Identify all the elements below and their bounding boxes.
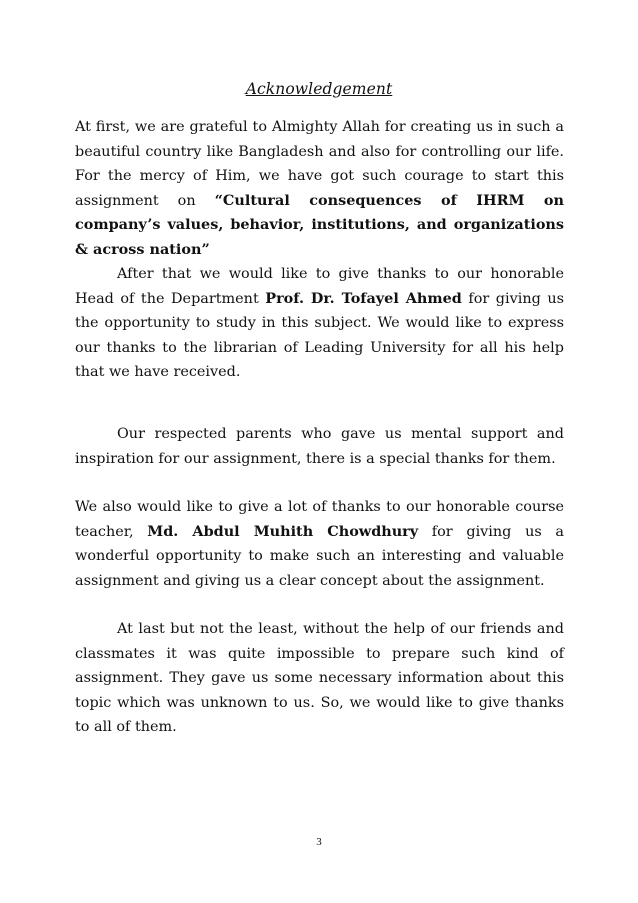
paragraph-department-text-after: for giving us the opportunity to study in this subject. We would like to express our thanks to the librarian of Leading University for all his help that we have received. [75,290,564,380]
department-head-name: Prof. Dr. Tofayel Ahmed [265,289,462,307]
paragraph-teacher [75,495,564,593]
paragraph-teacher-text-before: We also would like to give a lot of thanks to our honorable course teacher, [75,499,564,540]
paragraph-friends: At last but not the least, without the help of our friends and classmates it was quite impossible to prepare such kind of assignment. They gave us some necessary information about this topic which was unknown to us. So, we would like to give thanks to all of them. [75,621,564,735]
assignment-title: “Cultural consequences of IHRM on company’s values, behavior, institutions, and organizations & across nation” [75,191,564,258]
paragraph-department [75,262,564,385]
page-title: Acknowledgement [245,80,393,98]
paragraph-teacher-text-after: for giving us a wonderful opportunity to make such an interesting and valuable assignment and giving us a clear concept about the assignment. [75,523,564,589]
paragraph-department-text-before: After that we would like to give thanks to our honorable Head of the Department [75,266,564,307]
page-number: 3 [316,836,322,848]
paragraph-intro-text: At first, we are grateful to Almighty Allah for creating us in such a beautiful country like Bangladesh and also for controlling our life. For the mercy of Him, we have got such courage to start this assignment on [75,119,564,209]
course-teacher-name: Md. Abdul Muhith Chowdhury [147,522,419,540]
paragraph-parents: Our respected parents who gave us mental support and inspiration for our assignment, there is a special thanks for them. [75,426,564,467]
paragraph-intro [75,115,564,262]
